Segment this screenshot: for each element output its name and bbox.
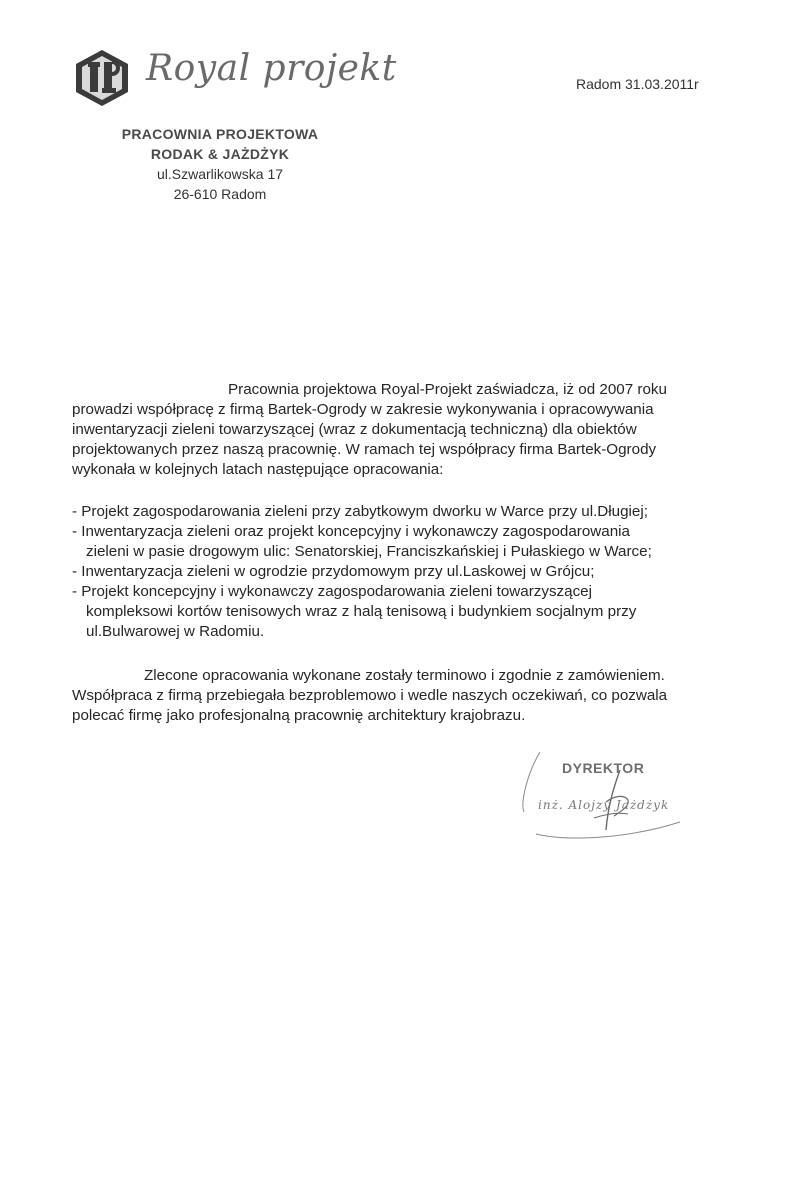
company-name-line2: RODAK & JAŻDŻYK [150, 146, 290, 162]
list-item: - Inwentaryzacja zieleni oraz projekt koncepcyjny i wykonawczy zagospodarowania [72, 523, 630, 540]
intro-line: prowadzi współpracę z firmą Bartek-Ogrody w zakresie wykonywania i opracowywania [72, 401, 654, 418]
company-city: 26-610 Radom [173, 186, 267, 202]
company-name-line1: PRACOWNIA PROJEKTOWA [121, 126, 319, 142]
company-street: ul.Szwarlikowska 17 [156, 166, 284, 182]
signatory-name: inż. Alojzy Jażdżyk [538, 798, 670, 812]
intro-line: wykonała w kolejnych latach następujące opracowania: [72, 461, 444, 478]
signature-scribble [510, 742, 710, 852]
intro-line: inwentaryzacji zieleni towarzyszącej (wraz z dokumentacją techniczną) dla obiektów [72, 421, 637, 438]
company-address [100, 124, 340, 204]
closing-line: Współpraca z firmą przebiegała bezproblemowo i wedle naszych oczekiwań, co pozwala [72, 687, 668, 704]
closing-line: polecać firmę jako profesjonalną pracownię architektury krajobrazu. [72, 707, 526, 724]
list-item: - Inwentaryzacja zieleni w ogrodzie przydomowym przy ul.Laskowej w Grójcu; [72, 563, 595, 580]
list-item-continuation: zieleni w pasie drogowym ulic: Senatorskiej, Franciszkańskiej i Pułaskiego w Warce; [86, 543, 652, 560]
list-item: - Projekt zagospodarowania zieleni przy zabytkowym dworku w Warce przy ul.Długiej; [72, 503, 648, 520]
closing-line: Zlecone opracowania wykonane zostały terminowo i zgodnie z zamówieniem. [144, 667, 665, 684]
letter-date: Radom 31.03.2011r [576, 76, 699, 92]
list-item-continuation: ul.Bulwarowej w Radomiu. [86, 623, 265, 640]
intro-line: projektowanych przez naszą pracownię. W ramach tej współpracy firma Bartek-Ogrody [72, 441, 657, 458]
list-item-continuation: kompleksowi kortów tenisowych wraz z halą tenisową i budynkiem socjalnym przy [86, 603, 637, 620]
signatory-title: DYREKTOR [562, 760, 645, 776]
brand-wordmark: Royal projekt [146, 48, 397, 89]
intro-line: Pracownia projektowa Royal-Projekt zaświadcza, iż od 2007 roku [228, 381, 667, 398]
company-logo [74, 48, 130, 108]
signature-stamp [510, 742, 710, 852]
letter-body [72, 380, 712, 726]
list-item: - Projekt koncepcyjny i wykonawczy zagospodarowania zieleni towarzyszącej [72, 583, 592, 600]
